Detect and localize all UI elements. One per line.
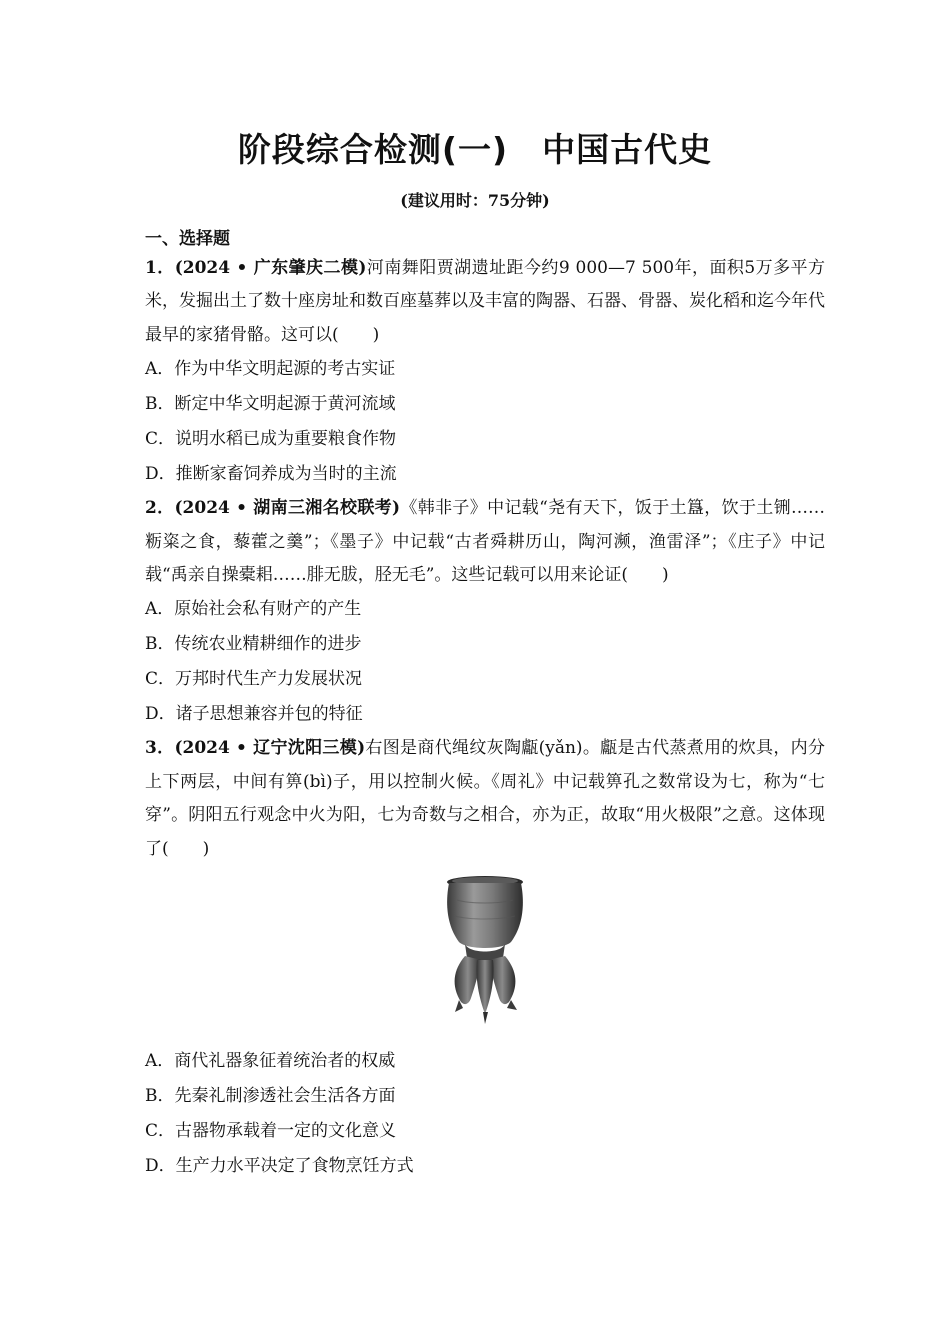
option-b: B．断定中华文明起源于黄河流域 xyxy=(145,394,396,415)
page-title: 阶段综合检测(一) 中国古代史 xyxy=(237,130,713,169)
option-d: D．生产力水平决定了食物烹饪方式 xyxy=(145,1156,414,1177)
question-stem: 《韩非子》中记载“尧有天下，饭于土簋，饮于土铏……粝粢之食，藜藿之羹”；《墨子》中记载“古者舜耕历山，陶河濒，渔雷泽”；《庄子》中记载“禹亲自操橐耜……腓无胈，胫无毛”。这些记载可以用来论证( ) xyxy=(145,498,825,586)
question-number: 2． xyxy=(145,498,175,519)
time-suggestion: (建议用时：75分钟) xyxy=(400,191,550,210)
section-heading: 一、选择题 xyxy=(145,229,230,249)
question-number: 1． xyxy=(145,258,175,278)
question-number: 3． xyxy=(145,738,175,759)
option-a: A．作为中华文明起源的考古实证 xyxy=(145,359,396,380)
yan-vessel-figure xyxy=(145,874,825,1032)
pottery-yan-image xyxy=(435,874,535,1032)
option-c: C．万邦时代生产力发展状况 xyxy=(145,669,363,690)
option-a: A．原始社会私有财产的产生 xyxy=(145,599,362,620)
question-source: (2024 • 辽宁沈阳三模) xyxy=(174,738,366,759)
question-list xyxy=(145,252,825,1184)
option-c: C．古器物承载着一定的文化意义 xyxy=(145,1121,397,1142)
option-c: C．说明水稻已成为重要粮食作物 xyxy=(145,429,397,450)
option-d: D．诸子思想兼容并包的特征 xyxy=(145,704,363,725)
question-source: (2024 • 广东肇庆二模) xyxy=(174,258,367,278)
question-stem: 河南舞阳贾湖遗址距今约9 000—7 500年，面积5万多平方米，发掘出土了数十座房址和数百座墓葬以及丰富的陶器、石器、骨器、炭化稻和迄今年代最早的家猪骨骼。这可以( ) xyxy=(145,258,825,345)
option-a: A．商代礼器象征着统治者的权威 xyxy=(145,1051,396,1072)
question-2 xyxy=(145,492,825,592)
question-3 xyxy=(145,732,825,866)
question-source: (2024 • 湖南三湘名校联考) xyxy=(174,498,401,519)
option-b: B．传统农业精耕细作的进步 xyxy=(145,634,362,655)
question-stem: 右图是商代绳纹灰陶甗(yǎn)。甗是古代蒸煮用的炊具，内分上下两层，中间有箅(bì)子，用以控制火候。《周礼》中记载箅孔之数常设为七，称为“七穿”。阴阳五行观念中火为阳，七为奇数与之相合，亦为正，故取“用火极限”之意。这体现了( ) xyxy=(145,738,825,859)
option-d: D．推断家畜饲养成为当时的主流 xyxy=(145,464,397,485)
option-b: B．先秦礼制渗透社会生活各方面 xyxy=(145,1086,396,1107)
question-1 xyxy=(145,252,825,352)
